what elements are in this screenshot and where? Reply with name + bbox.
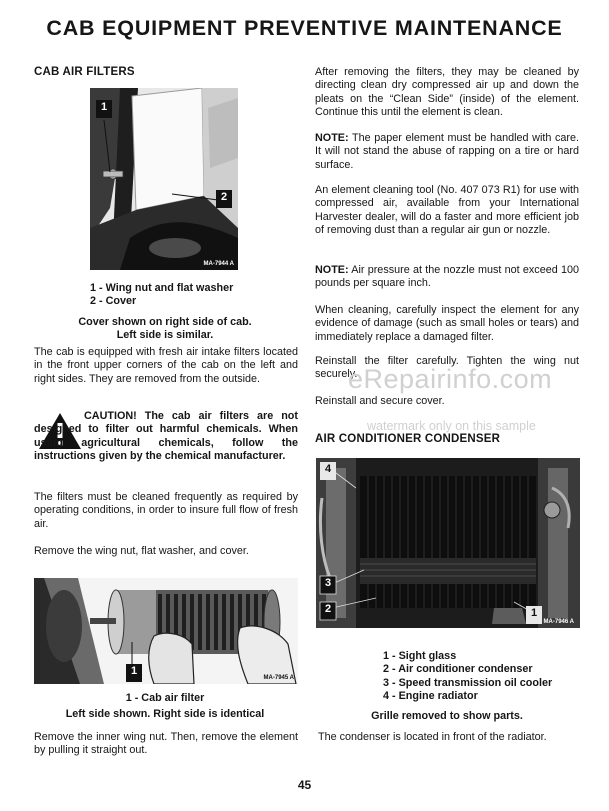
note-label: NOTE: [315, 264, 349, 276]
paragraph: The cab is equipped with fresh air intake filters located in the front upper corners of the cab on the left and right sides. They are removed from the outside. [34, 346, 298, 385]
callout-1: 1 [530, 607, 538, 619]
note-label: NOTE: [315, 132, 349, 144]
legend-item: 3 - Speed transmission oil cooler [383, 676, 553, 689]
figure-code: MA-7945 A [263, 675, 294, 681]
paragraph: Remove the inner wing nut. Then, remove the element by pulling it straight out. [34, 731, 298, 757]
figure-code: MA-7946 A [543, 619, 574, 625]
section-title-air-conditioner-condenser: AIR CONDITIONER CONDENSER [315, 433, 501, 445]
legend-item: 2 - Air conditioner condenser [383, 663, 533, 676]
callout-3: 3 [324, 577, 332, 589]
section-title-cab-air-filters: CAB AIR FILTERS [34, 66, 135, 78]
page-title: CAB EQUIPMENT PREVENTIVE MAINTENANCE [46, 16, 563, 40]
callout-2: 2 [220, 191, 228, 203]
note-text: Air pressure at the nozzle must not exceed 100 pounds per square inch. [315, 264, 579, 290]
paragraph: Remove the wing nut, flat washer, and cover. [34, 545, 249, 557]
caution-text: CAUTION! The cab air filters are not designed to filter out harmful chemicals. When using agricultural chemicals, follow the instructions given by the chemical manufacturer. [34, 410, 298, 463]
note [315, 132, 579, 172]
legend-item: 1 - Sight glass [383, 650, 457, 662]
figure-code: MA-7944 A [203, 261, 234, 267]
legend-item: 2 - Cover [90, 295, 137, 308]
paragraph: When cleaning, carefully inspect the element for any evidence of damage (such as small holes or tears) and immediately replace a damaged filter. [315, 304, 579, 343]
figure-cab-cover-photo [90, 88, 238, 270]
figure-caption: Grille removed to show parts. [371, 710, 523, 722]
paragraph: After removing the filters, they may be cleaned by directing clean dry compressed air up and down the pleats on the “Clean Side” (inside) of the element. Continue this until the element is clean. [315, 66, 579, 119]
figure-legend-item: 1 - Cab air filter [125, 692, 205, 704]
paragraph: An element cleaning tool (No. 407 073 R1) for use with compressed air, available from your International Harvester dealer, will do a faster and more efficient job of removing dust than a regular air gun or nozzle. [315, 184, 579, 237]
watermark-brand: eRepairinfo.com [348, 364, 553, 394]
figure-legend [383, 650, 552, 704]
paragraph: Reinstall and secure cover. [315, 395, 445, 407]
legend-item: 4 - Engine radiator [383, 690, 478, 703]
figure-air-filter-photo [34, 578, 298, 684]
page-number: 45 [297, 778, 312, 792]
caption-line: Left side is similar. [116, 329, 214, 342]
figure-condenser-photo [316, 458, 580, 628]
figure-legend [90, 282, 233, 309]
caption-line: Cover shown on right side of cab. [78, 316, 252, 328]
figure-caption: Left side shown. Right side is identical [65, 708, 265, 720]
callout-1: 1 [100, 101, 108, 113]
paragraph: Reinstall the filter carefully. Tighten the wing nut securely. [315, 355, 579, 381]
watermark-note: watermark only on this sample [367, 419, 536, 433]
caution-block [34, 410, 298, 464]
note-text: The paper element must be handled with care. It will not stand the abuse of rapping on a tire or hard surface. [315, 132, 579, 171]
note [315, 264, 579, 291]
paragraph: The filters must be cleaned frequently as required by operating conditions, in order to insure full flow of fresh air. [34, 491, 298, 530]
figure-caption [34, 316, 296, 343]
callout-2: 2 [324, 603, 332, 615]
callout-1: 1 [130, 665, 138, 677]
callout-4: 4 [324, 463, 332, 475]
legend-item: 1 - Wing nut and flat washer [90, 282, 234, 294]
paragraph: The condenser is located in front of the radiator. [318, 731, 547, 743]
